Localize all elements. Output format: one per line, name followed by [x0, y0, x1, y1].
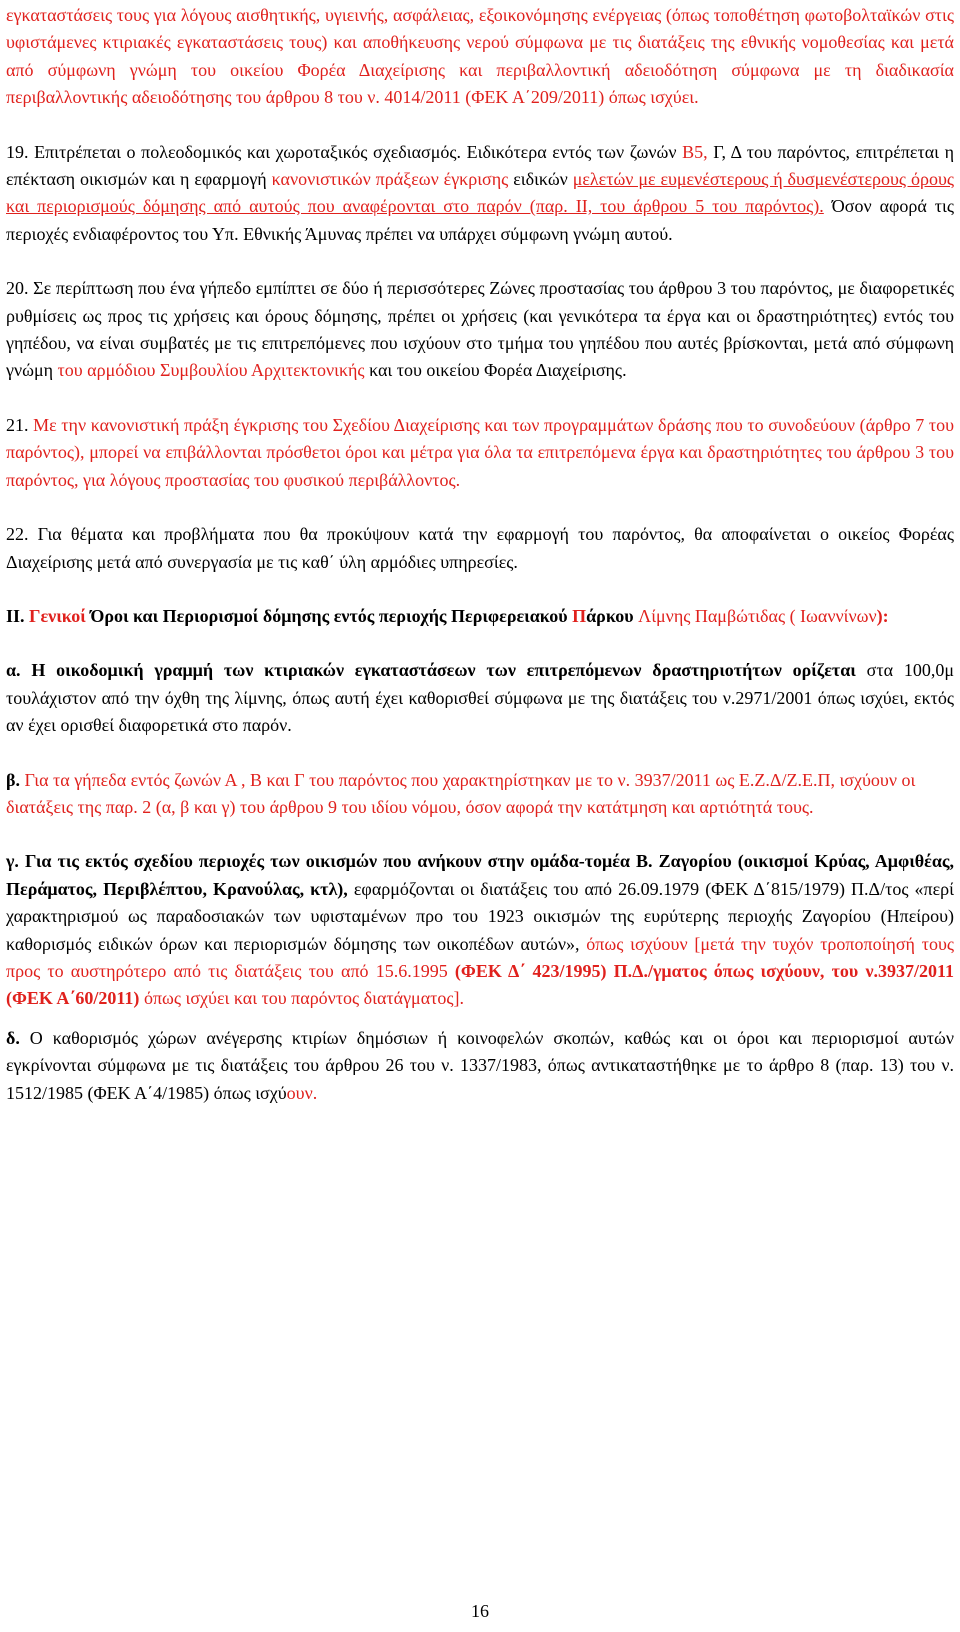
section-2-bold-red-1: Γενικοί: [29, 605, 86, 626]
intro-red-text: εγκαταστάσεις τους για λόγους αισθητικής, υγιεινής, ασφάλειας, εξοικονόμησης ενέργειας (όπως τοποθέτηση φωτοβολταϊκών στις υφιστάμενες κτιριακές εγκαταστάσεις τους) και αποθήκευσης νερού σύμφωνα με τις διατάξεις της εθνικής νομοθεσίας και μετά από σύμφωνη γνώμη του οικείου Φορέα Διαχείρισης και περιβαλλοντική αδειοδότηση σύμφωνα με τη διαδικασία περιβαλλοντικής αδειοδότησης του άρθρου 8 του ν. 4014/2011 (ΦΕΚ Α΄209/2011) όπως ισχύει.: [6, 5, 954, 108]
item-19-red-underlined: μελετών με ευμενέστερους ή δυσμενέστερους όρους και περιορισμούς δόμησης από αυτούς που αναφέρονται στο παρόν (παρ. ΙΙ, του άρθρου 5 του παρόντος).: [6, 169, 954, 217]
item-19-red-2: κανονιστικών πράξεων έγκρισης: [271, 169, 509, 190]
item-21-paragraph: [6, 412, 954, 494]
alpha-text-1: στα 100,0μ τουλάχιστον από την όχθη της λίμνης, όπως αυτή έχει καθορισθεί σύμφωνα με της διατάξεις του ν.2971/2001 όπως ισχύει, εκτός αν έχει ορισθεί διαφορετικά στο παρόν.: [6, 660, 954, 736]
gamma-red-2: όπως ισχύει και του παρόντος διατάγματος].: [139, 988, 464, 1009]
section-2-red-1: Λίμνης Παμβώτιδας ( Ιωαννίνων: [638, 605, 877, 626]
item-20-paragraph: [6, 275, 954, 385]
beta-paragraph: [6, 767, 954, 822]
item-19-text-4: Όσον αφορά τις περιοχές ενδιαφέροντος του Υπ. Εθνικής Άμυνας πρέπει να υπάρχει σύμφωνη γνώμη αυτού.: [6, 196, 955, 244]
gamma-bold-red-1: (ΦΕΚ Δ΄ 423/1995) Π.Δ./γματος όπως ισχύουν, του ν.3937/2011 (ΦΕΚ Α΄60/2011): [6, 960, 954, 1009]
beta-red-1: Για τα γήπεδα εντός ζωνών Α , Β και Γ του παρόντος που χαρακτηρίστηκαν με το ν. 3937/2011 ως Ε.Ζ.Δ/Ζ.Ε.Π, ισχύουν οι διατάξεις της παρ. 2 (α, β και γ) του άρθρου 9 του ιδίου νόμου, όσον αφορά την κατάτμηση και αρτιότητά τους.: [6, 769, 916, 817]
delta-bold-1: δ.: [6, 1027, 20, 1048]
beta-bold-1: β.: [6, 769, 20, 790]
delta-paragraph: [6, 1025, 954, 1107]
item-19-text-3: ειδικών: [508, 169, 573, 190]
page-number: 16: [471, 1601, 489, 1621]
item-21-text-1: 21.: [6, 414, 34, 435]
delta-text-1: Ο καθορισμός χώρων ανέγερσης κτιρίων δημόσιων ή κοινοφελών σκοπών, καθώς και οι όροι και περιορισμοί αυτών εγκρίνονται σύμφωνα με τις διατάξεις του άρθρου 26 του ν. 1337/1983, όπως αντικαταστήθηκε με το άρθρο 8 (παρ. 13) του ν. 1512/1985 (ΦΕΚ Α΄4/1985) όπως ισχύ: [6, 1027, 954, 1103]
section-2-bold-red-2: Π: [572, 605, 587, 626]
section-2-heading: [6, 603, 954, 630]
item-20-text-1: 20. Σε περίπτωση που ένα γήπεδο εμπίπτει σε δύο ή περισσότερες Ζώνες προστασίας του άρθρου 3 του παρόντος, με διαφορετικές ρυθμίσεις ως προς τις χρήσεις και όρους δόμησης, πρέπει οι χρήσεις (και γενικότερα τα έργα και οι δραστηριότητες) εντός του γηπέδου, να είναι συμβατές με τις επιτρεπόμενες που ισχύουν στο τμήμα του γηπέδου που αυτές βρίσκονται, μετά από σύμφωνη γνώμη: [6, 278, 954, 381]
item-19-red-1: Β5,: [682, 141, 708, 162]
item-19-paragraph: [6, 139, 954, 249]
gamma-red-1: όπως ισχύουν [μετά την τυχόν τροποποίησή τους προς το αυστηρότερο από τις διατάξεις του από 15.6.1995: [6, 933, 954, 981]
item-19-text-2: Γ, Δ του παρόντος, επιτρέπεται η επέκταση οικισμών και η εφαρμογή: [6, 141, 954, 190]
item-20-text-2: και του οικείου Φορέα Διαχείρισης.: [364, 360, 627, 381]
alpha-bold-1: α. Η οικοδομική γραμμή των κτιριακών εγκαταστάσεων των επιτρεπόμενων δραστηριοτήτων ορίζεται: [6, 660, 856, 681]
delta-red-1: ουν.: [286, 1082, 318, 1103]
item-20-red-1: του αρμόδιου Συμβουλίου Αρχιτεκτονικής: [57, 360, 365, 381]
item-22-text-1: 22. Για θέματα και προβλήματα που θα προκύψουν κατά την εφαρμογή του παρόντος, θα αποφαίνεται ο οικείος Φορέας Διαχείρισης μετά από συνεργασία με τις καθ΄ ύλη αρμόδιες υπηρεσίες.: [6, 524, 954, 572]
section-2-bold-1: ΙΙ.: [6, 605, 30, 626]
intro-paragraph: [6, 2, 954, 112]
section-2-bold-2: Όροι και Περιορισμοί δόμησης εντός περιοχής Περιφερειακού: [85, 605, 573, 626]
section-2-bold-red-3: ):: [876, 605, 889, 626]
gamma-text-1: εφαρμόζονται οι διατάξεις του από 26.09.1979 (ΦΕΚ Δ΄815/1979) Π.Δ/τος «περί χαρακτηρισμού ως παραδοσιακών των υφισταμένων προ του 1923 οικισμών της ευρύτερης περιοχής Ζαγορίου (Ηπείρου) καθορισμός ειδικών όρων και περιορισμών δόμησης των οικοπέδων αυτών»,: [6, 878, 955, 954]
item-21-red-1: Με την κανονιστική πράξη έγκρισης του Σχεδίου Διαχείρισης και των προγραμμάτων δράσης που το συνοδεύουν (άρθρο 7 του παρόντος), μπορεί να επιβάλλονται πρόσθετοι όροι και μέτρα για όλα τα επιτρεπόμενα έργα και δραστηριότητες του άρθρου 3 του παρόντος, για λόγους προστασίας του φυσικού περιβάλλοντος.: [6, 414, 955, 490]
alpha-paragraph: [6, 657, 954, 739]
item-19-text-1: 19. Επιτρέπεται ο πολεοδομικός και χωροταξικός σχεδιασμός. Ειδικότερα εντός των ζωνών: [6, 141, 683, 162]
gamma-paragraph: [6, 848, 954, 1012]
section-2-bold-3: άρκου: [586, 605, 639, 626]
item-22-paragraph: [6, 521, 954, 576]
gamma-bold-1: γ. Για τις εκτός σχεδίου περιοχές των οικισμών που ανήκουν στην ομάδα-τομέα Β. Ζαγορίου (οικισμοί Κρύας, Αμφιθέας, Περάματος, Περιβλέπτου, Κρανούλας, κτλ),: [6, 851, 954, 899]
